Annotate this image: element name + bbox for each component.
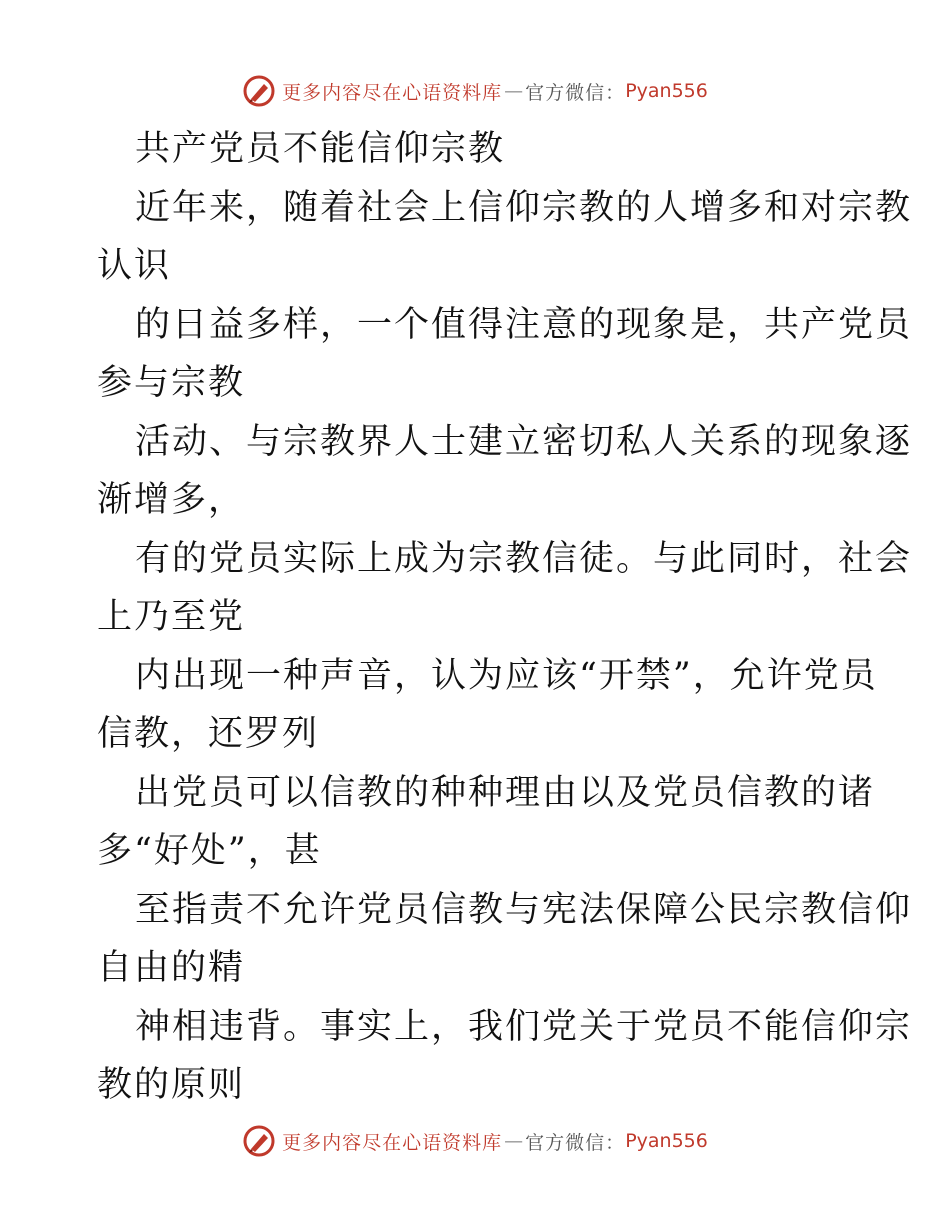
text-line: 上乃至党 xyxy=(97,597,246,637)
watermark-dash: — xyxy=(504,1130,524,1152)
document-title: 共产党员不能信仰宗教 xyxy=(135,129,506,169)
text-line: 有的党员实际上成为宗教信徒。与此同时，社会 xyxy=(135,538,913,579)
watermark-wechat-label: 官方微信： xyxy=(525,1131,626,1154)
watermark-brand: 更多内容尽在心语资料库 xyxy=(282,81,503,104)
text-line: 内出现一种声音，认为应该“开禁”，允许党员 xyxy=(135,655,878,696)
watermark-wechat-label: 官方微信： xyxy=(525,81,626,104)
watermark-dash: — xyxy=(504,80,524,102)
text-line: 活动、与宗教界人士建立密切私人关系的现象逐 xyxy=(135,421,913,462)
watermark-wechat-id: Pyan556 xyxy=(625,1130,708,1152)
footer-watermark xyxy=(0,1121,950,1161)
text-line: 自由的精 xyxy=(97,948,246,988)
text-line: 认识 xyxy=(97,246,172,286)
text-line: 的日益多样，一个值得注意的现象是，共产党员 xyxy=(135,304,913,345)
text-line: 至指责不允许党员信教与宪法保障公民宗教信仰 xyxy=(135,889,913,930)
text-line: 渐增多， xyxy=(97,480,246,520)
pen-logo-icon xyxy=(242,1124,276,1158)
text-line: 神相违背。事实上，我们党关于党员不能信仰宗 xyxy=(135,1006,913,1047)
text-line: 出党员可以信教的种种理由以及党员信教的诸 xyxy=(135,772,876,813)
header-watermark xyxy=(0,71,950,111)
text-line: 参与宗教 xyxy=(97,363,246,403)
text-line: 近年来，随着社会上信仰宗教的人增多和对宗教 xyxy=(135,187,913,228)
watermark-brand: 更多内容尽在心语资料库 xyxy=(282,1131,503,1154)
text-line: 多“好处”，甚 xyxy=(97,831,322,871)
text-line: 教的原则 xyxy=(97,1065,246,1105)
watermark-wechat-id: Pyan556 xyxy=(625,80,708,102)
pen-logo-icon xyxy=(242,74,276,108)
document-body xyxy=(97,120,913,1115)
text-line: 信教，还罗列 xyxy=(97,714,320,754)
